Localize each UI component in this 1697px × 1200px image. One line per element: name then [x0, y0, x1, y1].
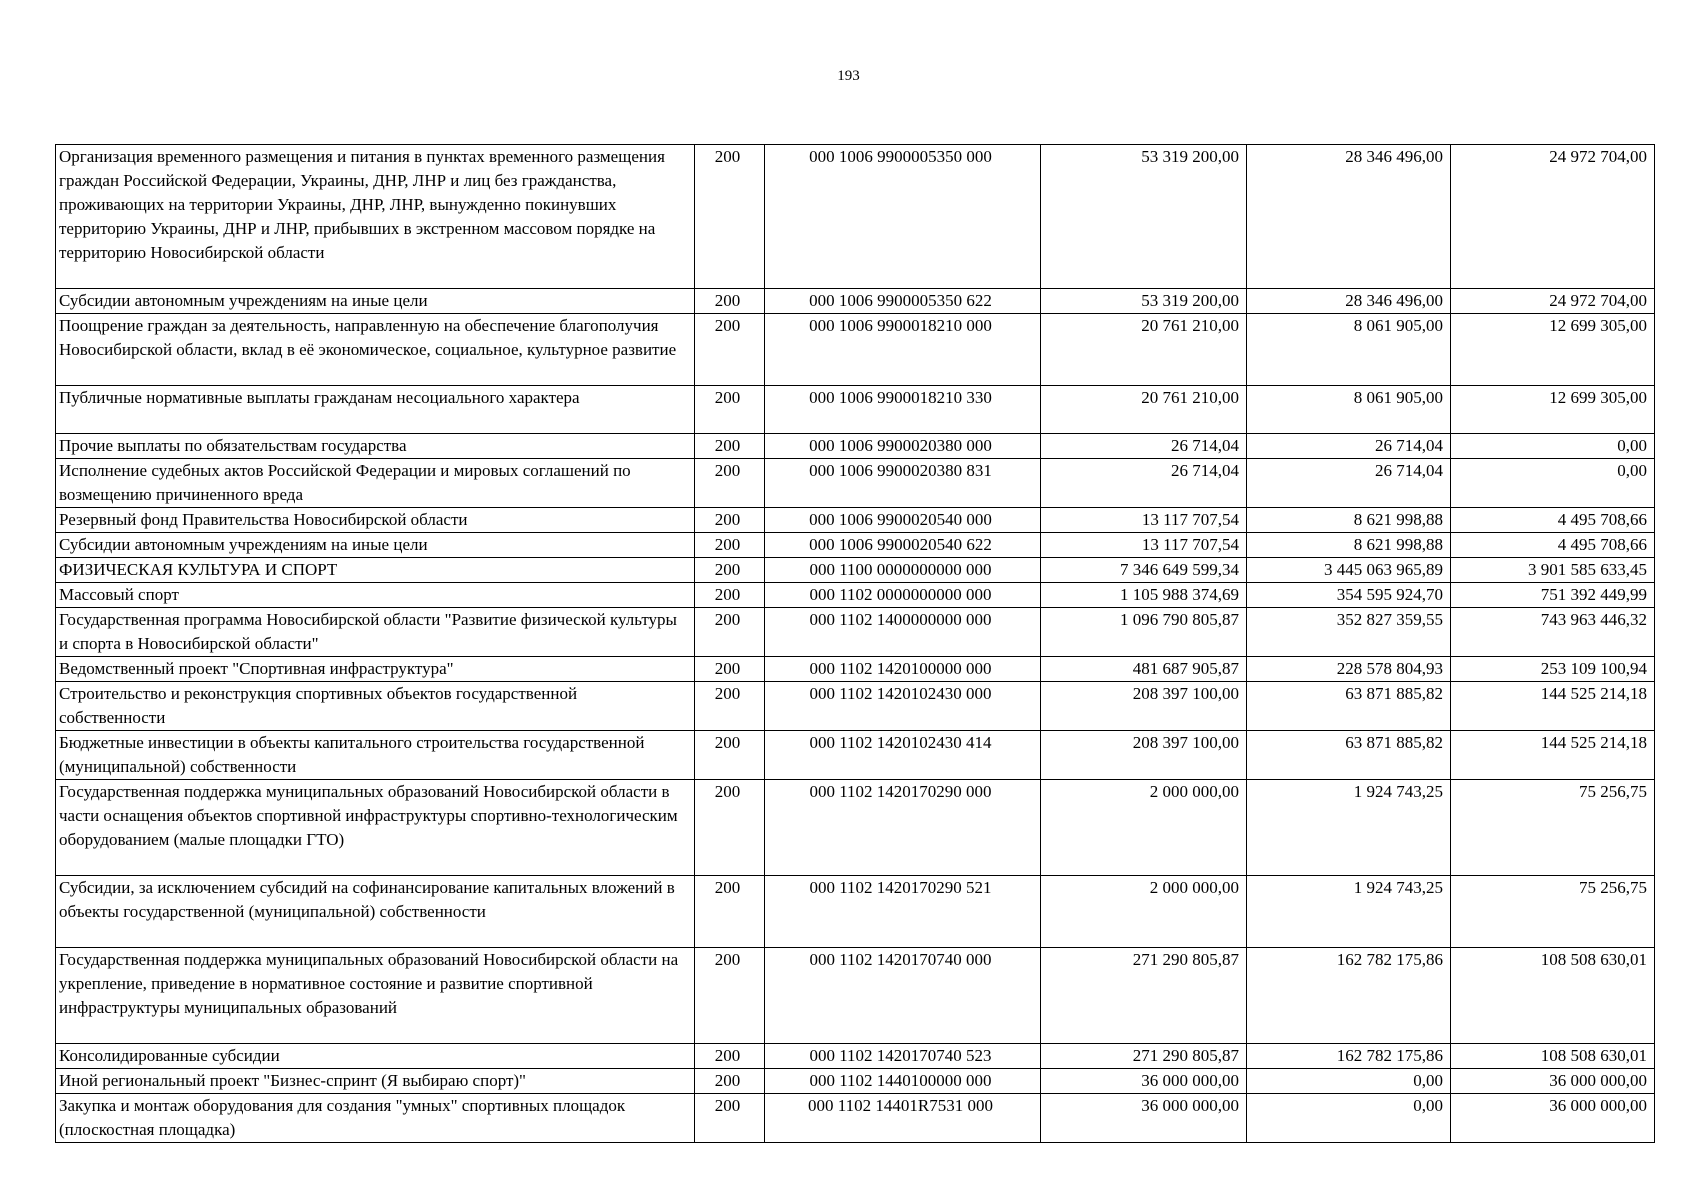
table-row — [56, 1044, 1655, 1069]
cell-amount-plan: 271 290 805,87 — [1041, 1044, 1247, 1069]
cell-budget-code: 000 1102 1420170740 523 — [765, 1044, 1041, 1069]
cell-amount-remainder: 743 963 446,32 — [1451, 608, 1655, 657]
cell-amount-remainder: 108 508 630,01 — [1451, 1044, 1655, 1069]
cell-admin-code: 200 — [695, 682, 765, 731]
cell-amount-executed: 228 578 804,93 — [1247, 657, 1451, 682]
cell-amount-executed: 8 621 998,88 — [1247, 533, 1451, 558]
cell-amount-remainder: 12 699 305,00 — [1451, 386, 1655, 434]
cell-amount-remainder: 24 972 704,00 — [1451, 289, 1655, 314]
cell-amount-plan: 53 319 200,00 — [1041, 289, 1247, 314]
table-row — [56, 459, 1655, 508]
cell-amount-remainder: 144 525 214,18 — [1451, 682, 1655, 731]
cell-admin-code: 200 — [695, 657, 765, 682]
cell-name: Иной региональный проект "Бизнес-спринт (Я выбираю спорт)" — [56, 1069, 695, 1094]
table-row — [56, 386, 1655, 434]
cell-amount-remainder: 36 000 000,00 — [1451, 1094, 1655, 1143]
cell-amount-remainder: 4 495 708,66 — [1451, 533, 1655, 558]
cell-amount-executed: 8 061 905,00 — [1247, 314, 1451, 386]
cell-amount-plan: 36 000 000,00 — [1041, 1069, 1247, 1094]
cell-budget-code: 000 1102 1420170740 000 — [765, 948, 1041, 1044]
cell-amount-plan: 20 761 210,00 — [1041, 386, 1247, 434]
cell-amount-remainder: 12 699 305,00 — [1451, 314, 1655, 386]
cell-budget-code: 000 1102 1420170290 000 — [765, 780, 1041, 876]
table-body — [56, 145, 1655, 1143]
page-number: 193 — [837, 68, 860, 84]
cell-amount-executed: 3 445 063 965,89 — [1247, 558, 1451, 583]
cell-admin-code: 200 — [695, 558, 765, 583]
cell-amount-executed: 1 924 743,25 — [1247, 780, 1451, 876]
cell-amount-plan: 481 687 905,87 — [1041, 657, 1247, 682]
cell-name: Государственная поддержка муниципальных образований Новосибирской области в части оснащения объектов спортивной инфраструктуры спортивно-технологическим оборудованием (малые площадки ГТО) — [56, 780, 695, 876]
cell-amount-plan: 208 397 100,00 — [1041, 682, 1247, 731]
cell-amount-executed: 354 595 924,70 — [1247, 583, 1451, 608]
table-row — [56, 608, 1655, 657]
table-row — [56, 780, 1655, 876]
table-row — [56, 533, 1655, 558]
cell-amount-plan: 2 000 000,00 — [1041, 876, 1247, 948]
table-row — [56, 583, 1655, 608]
cell-name: Организация временного размещения и питания в пунктах временного размещения граждан Российской Федерации, Украины, ДНР, ЛНР и лиц без гражданства, проживающих на территории Украины, ДНР, ЛНР, вынужденно покинувших территорию Украины, ДНР и ЛНР, прибывших в экстренном массовом порядке на территорию Новосибирской области — [56, 145, 695, 289]
cell-amount-plan: 36 000 000,00 — [1041, 1094, 1247, 1143]
cell-name: Строительство и реконструкция спортивных объектов государственной собственности — [56, 682, 695, 731]
cell-admin-code: 200 — [695, 508, 765, 533]
cell-amount-plan: 26 714,04 — [1041, 434, 1247, 459]
cell-amount-remainder: 751 392 449,99 — [1451, 583, 1655, 608]
cell-budget-code: 000 1102 1440100000 000 — [765, 1069, 1041, 1094]
cell-name: Субсидии автономным учреждениям на иные цели — [56, 289, 695, 314]
cell-admin-code: 200 — [695, 386, 765, 434]
cell-amount-executed: 8 621 998,88 — [1247, 508, 1451, 533]
cell-admin-code: 200 — [695, 876, 765, 948]
cell-amount-remainder: 24 972 704,00 — [1451, 145, 1655, 289]
cell-name: Поощрение граждан за деятельность, направленную на обеспечение благополучия Новосибирской области, вклад в её экономическое, социальное, культурное развитие — [56, 314, 695, 386]
cell-name: Ведомственный проект "Спортивная инфраструктура" — [56, 657, 695, 682]
cell-budget-code: 000 1102 0000000000 000 — [765, 583, 1041, 608]
cell-budget-code: 000 1102 1420102430 000 — [765, 682, 1041, 731]
cell-name: Резервный фонд Правительства Новосибирской области — [56, 508, 695, 533]
table-row — [56, 1069, 1655, 1094]
table-row — [56, 289, 1655, 314]
cell-name: Субсидии автономным учреждениям на иные цели — [56, 533, 695, 558]
cell-amount-executed: 26 714,04 — [1247, 459, 1451, 508]
cell-admin-code: 200 — [695, 608, 765, 657]
cell-amount-plan: 208 397 100,00 — [1041, 731, 1247, 780]
table-row — [56, 948, 1655, 1044]
cell-amount-remainder: 3 901 585 633,45 — [1451, 558, 1655, 583]
cell-amount-executed: 162 782 175,86 — [1247, 948, 1451, 1044]
cell-amount-executed: 162 782 175,86 — [1247, 1044, 1451, 1069]
cell-amount-executed: 28 346 496,00 — [1247, 289, 1451, 314]
cell-amount-executed: 0,00 — [1247, 1094, 1451, 1143]
cell-name: Государственная поддержка муниципальных образований Новосибирской области на укрепление, приведение в нормативное состояние и развитие спортивной инфраструктуры муниципальных образований — [56, 948, 695, 1044]
cell-amount-remainder: 108 508 630,01 — [1451, 948, 1655, 1044]
cell-admin-code: 200 — [695, 1069, 765, 1094]
budget-execution-table — [55, 144, 1655, 1143]
table-row — [56, 682, 1655, 731]
cell-name: Закупка и монтаж оборудования для создания "умных" спортивных площадок (плоскостная площадка) — [56, 1094, 695, 1143]
cell-name: Прочие выплаты по обязательствам государства — [56, 434, 695, 459]
cell-budget-code: 000 1006 9900018210 000 — [765, 314, 1041, 386]
cell-amount-executed: 1 924 743,25 — [1247, 876, 1451, 948]
cell-admin-code: 200 — [695, 459, 765, 508]
cell-budget-code: 000 1006 9900018210 330 — [765, 386, 1041, 434]
cell-name: Массовый спорт — [56, 583, 695, 608]
cell-budget-code: 000 1006 9900020380 000 — [765, 434, 1041, 459]
cell-amount-plan: 53 319 200,00 — [1041, 145, 1247, 289]
cell-amount-executed: 26 714,04 — [1247, 434, 1451, 459]
cell-amount-remainder: 0,00 — [1451, 459, 1655, 508]
cell-budget-code: 000 1006 9900020540 000 — [765, 508, 1041, 533]
cell-amount-plan: 13 117 707,54 — [1041, 533, 1247, 558]
cell-amount-plan: 13 117 707,54 — [1041, 508, 1247, 533]
cell-name: ФИЗИЧЕСКАЯ КУЛЬТУРА И СПОРТ — [56, 558, 695, 583]
cell-amount-remainder: 0,00 — [1451, 434, 1655, 459]
cell-amount-remainder: 36 000 000,00 — [1451, 1069, 1655, 1094]
table-row — [56, 657, 1655, 682]
cell-name: Консолидированные субсидии — [56, 1044, 695, 1069]
cell-amount-remainder: 75 256,75 — [1451, 876, 1655, 948]
cell-admin-code: 200 — [695, 948, 765, 1044]
table-row — [56, 508, 1655, 533]
cell-amount-plan: 2 000 000,00 — [1041, 780, 1247, 876]
cell-amount-plan: 1 096 790 805,87 — [1041, 608, 1247, 657]
cell-amount-remainder: 144 525 214,18 — [1451, 731, 1655, 780]
cell-amount-executed: 8 061 905,00 — [1247, 386, 1451, 434]
cell-name: Субсидии, за исключением субсидий на софинансирование капитальных вложений в объекты государственной (муниципальной) собственности — [56, 876, 695, 948]
cell-budget-code: 000 1102 14401R7531 000 — [765, 1094, 1041, 1143]
cell-admin-code: 200 — [695, 1094, 765, 1143]
cell-amount-executed: 352 827 359,55 — [1247, 608, 1451, 657]
cell-budget-code: 000 1006 9900005350 622 — [765, 289, 1041, 314]
cell-admin-code: 200 — [695, 731, 765, 780]
cell-admin-code: 200 — [695, 289, 765, 314]
cell-amount-plan: 7 346 649 599,34 — [1041, 558, 1247, 583]
cell-admin-code: 200 — [695, 314, 765, 386]
table-row — [56, 314, 1655, 386]
cell-budget-code: 000 1100 0000000000 000 — [765, 558, 1041, 583]
cell-amount-remainder: 253 109 100,94 — [1451, 657, 1655, 682]
cell-budget-code: 000 1102 1420100000 000 — [765, 657, 1041, 682]
cell-admin-code: 200 — [695, 583, 765, 608]
table-row — [56, 434, 1655, 459]
cell-name: Публичные нормативные выплаты гражданам несоциального характера — [56, 386, 695, 434]
cell-budget-code: 000 1006 9900020540 622 — [765, 533, 1041, 558]
table-row — [56, 731, 1655, 780]
table-row — [56, 1094, 1655, 1143]
cell-name: Бюджетные инвестиции в объекты капитального строительства государственной (муниципальной) собственности — [56, 731, 695, 780]
cell-amount-plan: 1 105 988 374,69 — [1041, 583, 1247, 608]
table-row — [56, 145, 1655, 289]
cell-amount-executed: 28 346 496,00 — [1247, 145, 1451, 289]
cell-admin-code: 200 — [695, 780, 765, 876]
cell-amount-plan: 271 290 805,87 — [1041, 948, 1247, 1044]
cell-admin-code: 200 — [695, 1044, 765, 1069]
cell-admin-code: 200 — [695, 533, 765, 558]
cell-amount-plan: 20 761 210,00 — [1041, 314, 1247, 386]
cell-amount-executed: 63 871 885,82 — [1247, 682, 1451, 731]
cell-amount-executed: 63 871 885,82 — [1247, 731, 1451, 780]
cell-budget-code: 000 1102 1400000000 000 — [765, 608, 1041, 657]
cell-amount-remainder: 75 256,75 — [1451, 780, 1655, 876]
cell-name: Государственная программа Новосибирской области "Развитие физической культуры и спорта в Новосибирской области" — [56, 608, 695, 657]
cell-budget-code: 000 1006 9900020380 831 — [765, 459, 1041, 508]
cell-name: Исполнение судебных актов Российской Федерации и мировых соглашений по возмещению причиненного вреда — [56, 459, 695, 508]
cell-budget-code: 000 1102 1420170290 521 — [765, 876, 1041, 948]
table-row — [56, 876, 1655, 948]
cell-budget-code: 000 1102 1420102430 414 — [765, 731, 1041, 780]
cell-admin-code: 200 — [695, 434, 765, 459]
table-row — [56, 558, 1655, 583]
cell-admin-code: 200 — [695, 145, 765, 289]
cell-amount-remainder: 4 495 708,66 — [1451, 508, 1655, 533]
cell-amount-plan: 26 714,04 — [1041, 459, 1247, 508]
cell-amount-executed: 0,00 — [1247, 1069, 1451, 1094]
cell-budget-code: 000 1006 9900005350 000 — [765, 145, 1041, 289]
